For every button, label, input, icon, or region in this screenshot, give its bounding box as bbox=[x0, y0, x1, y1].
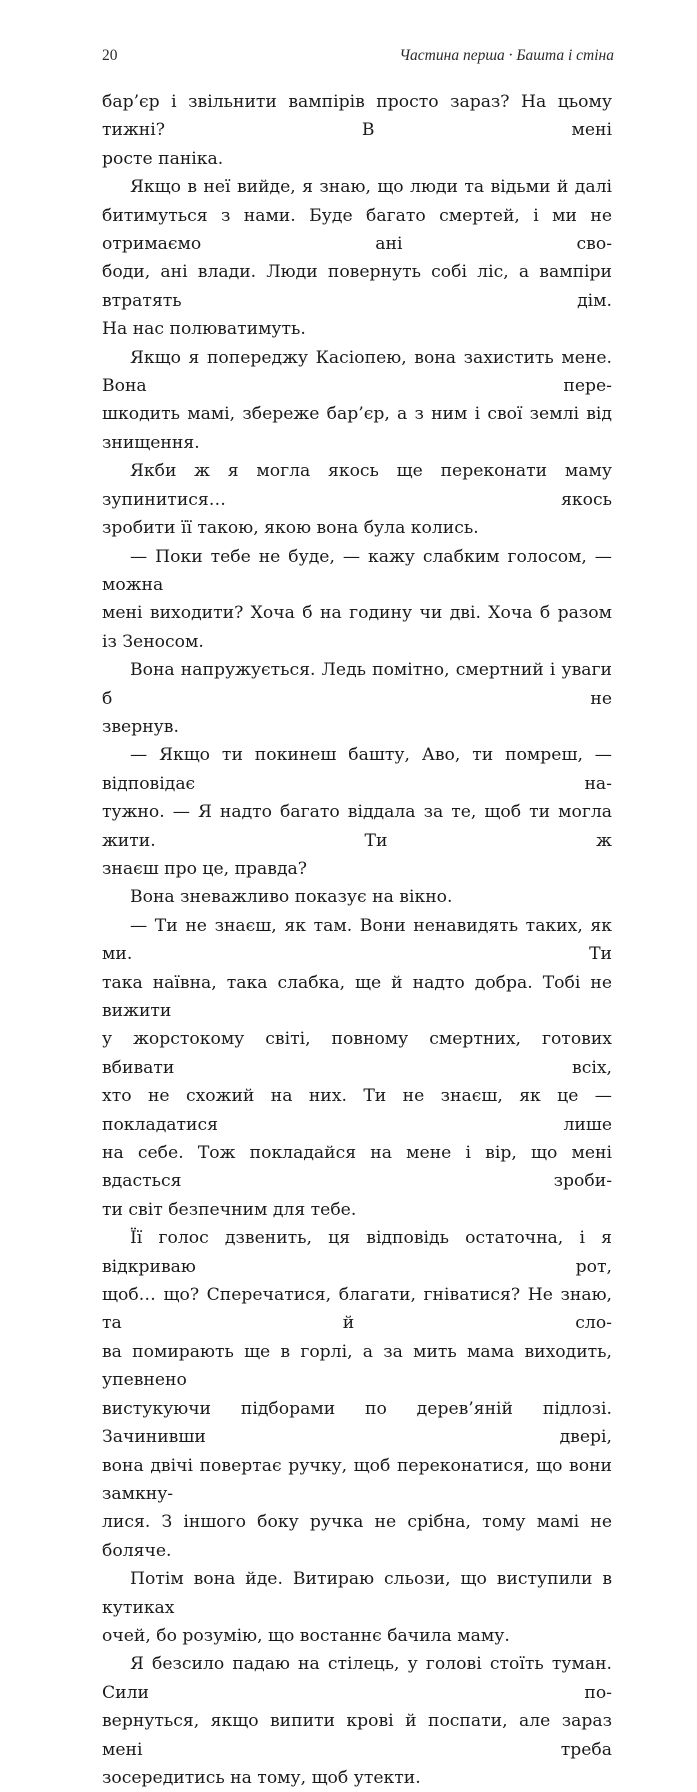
text-line: Вона напружується. Ледь помітно, смертний і уваги б не bbox=[102, 660, 612, 709]
text-line: знаєш про це, правда? bbox=[102, 858, 307, 879]
text-line: очей, бо розумію, що востаннє бачила маму. bbox=[102, 1625, 510, 1646]
body-text bbox=[102, 88, 612, 1792]
text-line: — Якщо ти покинеш башту, Аво, ти помреш, — відповідає на- bbox=[102, 745, 612, 794]
text-line: зробити її такою, якою вона була колись. bbox=[102, 518, 479, 539]
text-line: Я безсило падаю на стілець, у голові стоїть туман. Сили по- bbox=[102, 1654, 612, 1703]
text-line: вона двічі повертає ручку, щоб переконатися, що вони замкну- bbox=[102, 1455, 612, 1504]
text-line: ти світ безпечним для тебе. bbox=[102, 1199, 357, 1220]
page-number: 20 bbox=[102, 47, 118, 64]
text-line: зосередитись на тому, щоб утекти. bbox=[102, 1767, 421, 1788]
text-line: щоб… що? Сперечатися, благати, гніватися? Не знаю, та й сло- bbox=[102, 1285, 612, 1334]
text-line: — Поки тебе не буде, — кажу слабким голосом, — можна bbox=[102, 546, 612, 595]
running-head bbox=[102, 47, 614, 71]
text-line: бар’єр і звільнити вампірів просто зараз? На цьому тижні? В мені bbox=[102, 92, 612, 141]
text-line: звернув. bbox=[102, 716, 179, 737]
text-line: тужно. — Я надто багато віддала за те, щоб ти могла жити. Ти ж bbox=[102, 802, 612, 851]
text-line: вернуться, якщо випити крові й поспати, але зараз мені треба bbox=[102, 1711, 612, 1760]
text-line: вистукуючи підборами по дерев’яній підлозі. Зачинивши двері, bbox=[102, 1398, 612, 1448]
text-line: така наївна, така слабка, ще й надто добра. Тобі не вижити bbox=[102, 972, 612, 1021]
text-line: на себе. Тож покладайся на мене і вір, що мені вдасться зроби- bbox=[102, 1143, 612, 1192]
text-line: Якби ж я могла якось ще переконати маму зупинитися… якось bbox=[102, 461, 612, 510]
text-line: лися. З іншого боку ручка не срібна, тому мамі не боляче. bbox=[102, 1512, 612, 1561]
text-line-part: Якщо в неї вийде, я знаю, що люди та відьми й далі битимуться з нами. Буде багато смертей, і ми не отримаємо ані сво- bbox=[102, 177, 612, 255]
text-line: — Ти не знаєш, як там. Вони ненавидять таких, як ми. Ти bbox=[102, 915, 612, 965]
text-line: росте паніка. bbox=[102, 148, 224, 169]
text-line: Її голос дзвенить, ця відповідь остаточна, і я відкриваю рот, bbox=[102, 1228, 612, 1277]
chapter-title: Частина перша · Башта і стіна bbox=[399, 47, 614, 64]
text-line: у жорстокому світі, повному смертних, готових вбивати всіх, bbox=[102, 1029, 612, 1078]
text-line: На нас полюватимуть. bbox=[102, 319, 306, 340]
text-line: шкодить мамі, збереже бар’єр, а з ним і свої землі від знищення. bbox=[102, 404, 612, 453]
text-line: ва помирають ще в горлі, а за мить мама виходить, упевнено bbox=[102, 1341, 612, 1391]
text-line bbox=[102, 173, 612, 258]
text-line: Вона зневажливо показує на вікно. bbox=[130, 887, 453, 908]
text-line: Потім вона йде. Витираю сльози, що виступили в кутиках bbox=[102, 1569, 612, 1618]
text-line: боди, ані влади. Люди повернуть собі ліс, а вампіри втратять дім. bbox=[102, 262, 612, 311]
text-line: Якщо я попереджу Касіопею, вона захистить мене. Вона пере- bbox=[102, 347, 612, 397]
text-line: хто не схожий на них. Ти не знаєш, як це — покладатися лише bbox=[102, 1086, 612, 1135]
text-line: мені виходити? Хоча б на годину чи дві. Хоча б разом із Зеносом. bbox=[102, 603, 612, 652]
